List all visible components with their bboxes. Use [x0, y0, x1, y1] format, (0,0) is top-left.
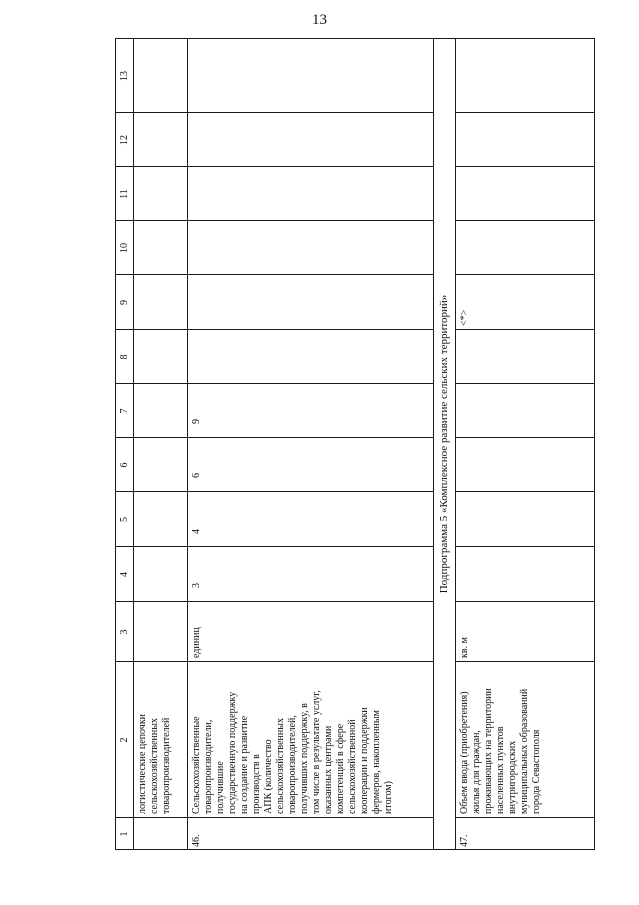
- col-header-4: 4: [119, 572, 130, 577]
- row-47-num: 47.: [459, 834, 470, 847]
- col-line-10b: [455, 220, 595, 221]
- col-line-0: [115, 849, 595, 850]
- row-0-num: [137, 818, 185, 850]
- col-line-1b: [455, 817, 595, 818]
- col-line-8a: [115, 329, 433, 330]
- page-number: 13: [312, 12, 327, 28]
- row-46-name: Сельскохозяйственные товаропроизводители, получившие государственную поддержку на создание и развитие производств в АПК (количество сельскохозяйственных товаропроизводителей, получивших поддержку, в том числе в результате услуг, оказанных центрами компетенций в сфере сельскохозяйственной кооперации и поддержки фермеров, накопленным итогом): [191, 690, 394, 814]
- col-line-3b: [455, 601, 595, 602]
- table-frame: [115, 38, 595, 850]
- table-border-left: [115, 38, 116, 850]
- col-header-11: 11: [119, 189, 130, 199]
- col-line-9a: [115, 274, 433, 275]
- col-header-2: 2: [119, 737, 130, 743]
- row-divider-1: [187, 38, 188, 850]
- col-line-8b: [455, 329, 595, 330]
- row-46-value-4: 3: [191, 583, 202, 588]
- row-0-unit: [137, 604, 185, 658]
- row-47-value-9: <*>: [459, 309, 470, 326]
- header-row-divider: [133, 38, 134, 850]
- col-line-7a: [115, 383, 433, 384]
- col-line-10a: [115, 220, 433, 221]
- col-header-3: 3: [119, 629, 130, 635]
- col-header-7: 7: [119, 408, 130, 414]
- row-47-name: Объем ввода (приобретения) жилья для граждан, проживающих на территории населенных пунктов внутригородских муниципальных образований города Севастополя: [459, 688, 542, 814]
- col-header-1: 1: [119, 831, 130, 837]
- row-46-value-6: 6: [191, 473, 202, 478]
- row-46-num: 46.: [191, 834, 202, 847]
- col-header-13: 13: [119, 71, 130, 81]
- col-line-2b: [455, 661, 595, 662]
- row-46-value-5: 4: [191, 529, 202, 534]
- row-divider-2: [433, 38, 434, 850]
- row-0-name: логистические цепочки сельскохозяйственных товаропроизводителей: [137, 713, 172, 814]
- col-header-6: 6: [119, 462, 130, 468]
- row-47-unit: кв. м: [459, 637, 470, 658]
- subprogram-5-title: Подпрограмма 5 «Комплексное развитие сельских территорий»: [438, 294, 450, 594]
- col-line-3a: [115, 601, 433, 602]
- col-line-6b: [455, 437, 595, 438]
- rotated-table: [115, 38, 595, 850]
- col-header-8: 8: [119, 354, 130, 360]
- col-line-2a: [115, 661, 433, 662]
- col-line-4b: [455, 546, 595, 547]
- col-line-13: [115, 38, 595, 39]
- col-line-12b: [455, 112, 595, 113]
- col-header-9: 9: [119, 300, 130, 305]
- col-line-5a: [115, 491, 433, 492]
- col-line-12a: [115, 112, 433, 113]
- col-line-11a: [115, 166, 433, 167]
- table-border-right: [594, 38, 595, 850]
- row-46-unit: единиц: [191, 627, 202, 658]
- col-line-11b: [455, 166, 595, 167]
- col-header-5: 5: [119, 517, 130, 522]
- col-line-9b: [455, 274, 595, 275]
- col-line-5b: [455, 491, 595, 492]
- col-line-7b: [455, 383, 595, 384]
- col-line-4a: [115, 546, 433, 547]
- row-46-value-7: 9: [191, 419, 202, 424]
- row-divider-3: [455, 38, 456, 850]
- col-header-10: 10: [119, 243, 130, 253]
- col-header-12: 12: [119, 135, 130, 145]
- col-line-6a: [115, 437, 433, 438]
